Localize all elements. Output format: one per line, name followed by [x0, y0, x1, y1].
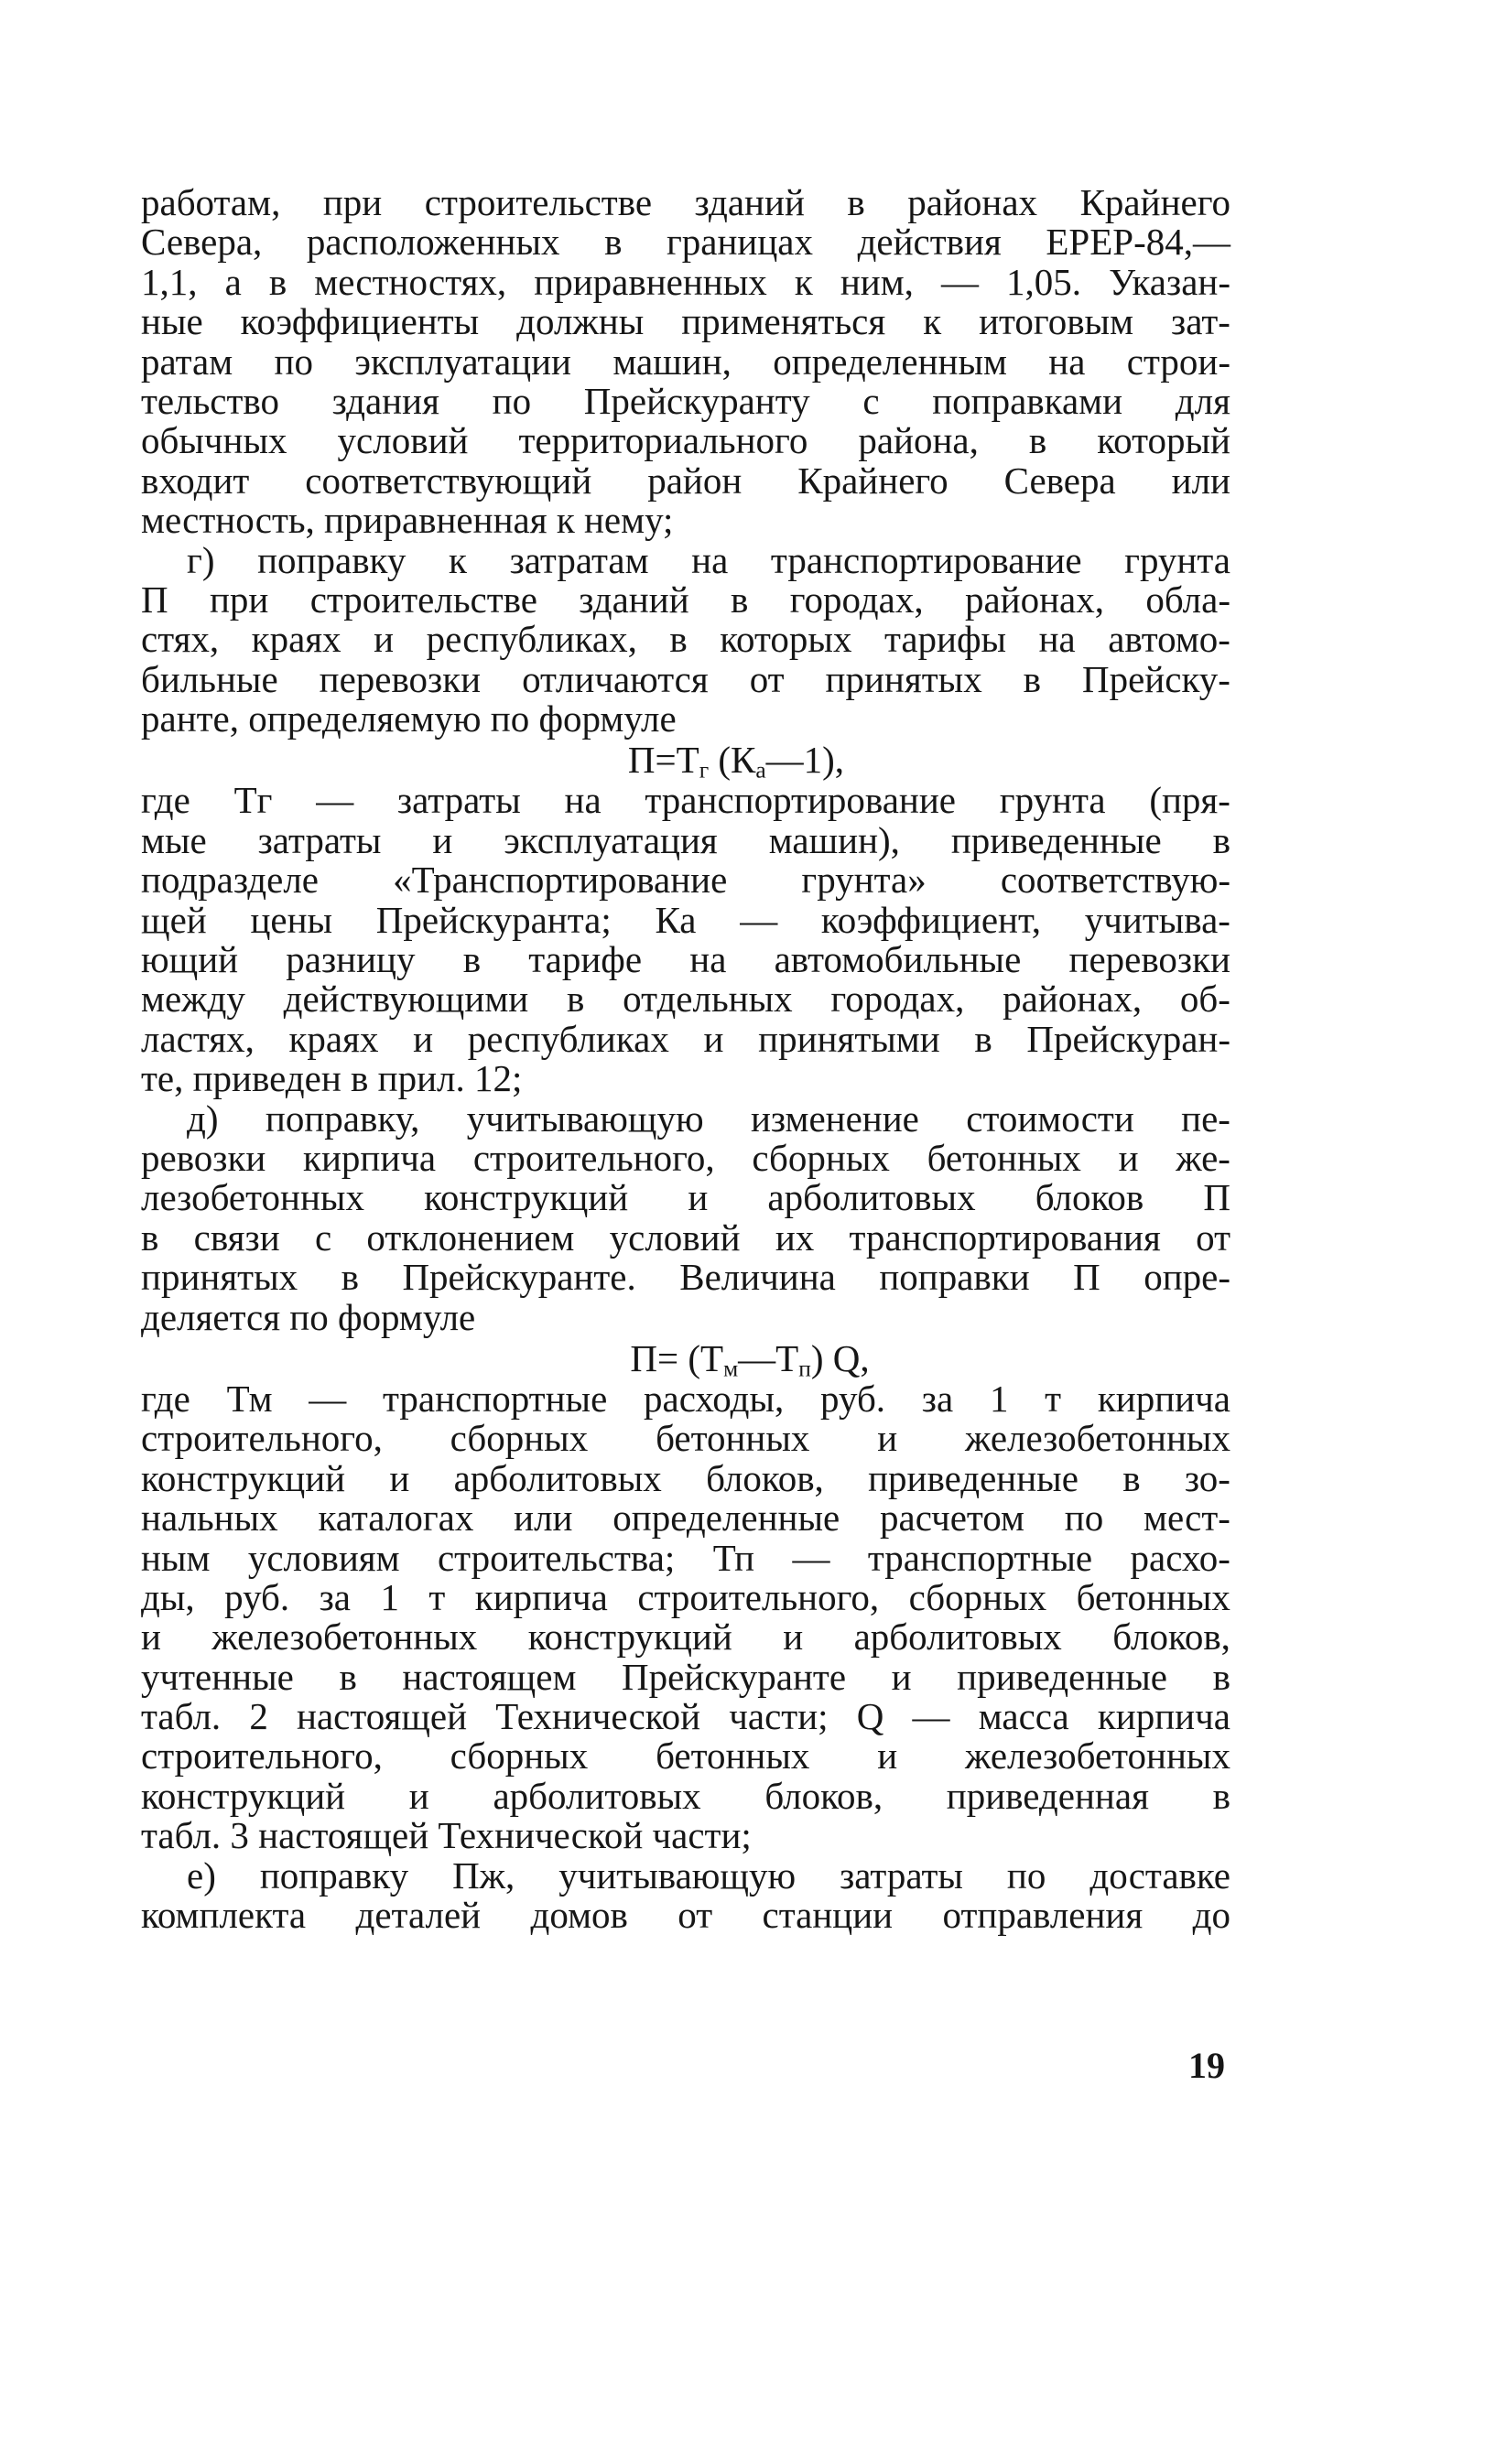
text-line: ные коэффициенты должны применяться к итоговым зат- [141, 300, 1230, 343]
text-line: местность, приравненная к нему; [141, 499, 674, 542]
formula-1-mid: (К [709, 739, 756, 782]
text-line: ратам по эксплуатации машин, определенным на строи- [141, 340, 1230, 383]
text-line: ды, руб. за 1 т кирпича строительного, сборных бетонных [141, 1575, 1230, 1618]
text-line: учтенные в настоящем Прейскуранте и приведенные в [141, 1655, 1230, 1698]
text-line: бильные перевозки отличаются от принятых в Прейску- [141, 657, 1230, 700]
text-line: Севера, расположенных в границах действия ЕРЕР-84,— [141, 221, 1230, 264]
text-line: и железобетонных конструкций и арболитовых блоков, [141, 1616, 1230, 1659]
formula-2-mid: —Т [738, 1336, 799, 1379]
text-line: тельство здания по Прейскуранту с поправками для [141, 379, 1230, 422]
formula-2-sub-p: п [798, 1356, 811, 1382]
text-line: лезобетонных конструкций и арболитовых блоков П [141, 1176, 1230, 1219]
paragraph-block-1 [141, 183, 1230, 739]
text-line: д) поправку, учитывающую изменение стоимости пе- [187, 1097, 1230, 1140]
text-line: ранте, определяемую по формуле [141, 697, 677, 740]
text-line: подразделе «Транспортирование грунта» соответствую- [141, 859, 1230, 902]
text-line: е) поправку Пж, учитывающую затраты по доставке [187, 1853, 1230, 1897]
formula-1-tail: —1), [765, 739, 845, 782]
text-line: в связи с отклонением условий их транспортирования от [141, 1216, 1230, 1259]
text-line: ревозки кирпича строительного, сборных бетонных и же- [141, 1136, 1230, 1179]
text-line: ластях, краях и республиках и принятыми в Прейскуран- [141, 1017, 1230, 1060]
text-line: конструкций и арболитовых блоков, приведенная в [141, 1774, 1230, 1817]
text-line: табл. 3 настоящей Технической части; [141, 1814, 752, 1857]
formula-1-sub-a: а [755, 758, 766, 784]
text-line: конструкций и арболитовых блоков, приведенные в зо- [141, 1456, 1230, 1499]
text-line: принятых в Прейскуранте. Величина поправки П опре- [141, 1256, 1230, 1299]
text-line: строительного, сборных бетонных и железобетонных [141, 1735, 1230, 1778]
text-line: стях, краях и республиках, в которых тарифы на автомо- [141, 618, 1230, 661]
formula-2-tail: ) Q, [810, 1336, 870, 1379]
page-number: 19 [1188, 2045, 1225, 2086]
paragraph-block-2 [141, 781, 1230, 1336]
text-line: 1,1, а в местностях, приравненных к ним, — 1,05. Указан- [141, 260, 1230, 303]
text-line: деляется по формуле [141, 1295, 476, 1338]
text-line: где Тг — затраты на транспортирование грунта (пря- [141, 779, 1230, 822]
text-line: П при строительстве зданий в городах, районах, обла- [141, 578, 1230, 621]
text-line: ным условиям строительства; Тп — транспортные расхо- [141, 1536, 1230, 1579]
text-line: работам, при строительстве зданий в районах Крайнего [141, 181, 1230, 223]
text-line: обычных условий территориального района, в который [141, 419, 1230, 462]
text-line: между действующими в отдельных городах, районах, об- [141, 978, 1230, 1021]
formula-transport-brick [141, 1336, 1230, 1382]
text-line: нальных каталогах или определенные расчетом по мест- [141, 1497, 1230, 1540]
text-line: комплекта деталей домов от станции отправления до [141, 1894, 1230, 1937]
formula-2-main: П= (Т [630, 1336, 724, 1379]
text-line: где Тм — транспортные расходы, руб. за 1 т кирпича [141, 1377, 1230, 1420]
formula-1-sub-g: г [699, 758, 710, 784]
text-line: входит соответствующий район Крайнего Севера или [141, 459, 1230, 502]
formula-transport-soil [141, 739, 1230, 784]
text-line: мые затраты и эксплуатация машин), приведенные в [141, 818, 1230, 861]
text-line: ющий разницу в тарифе на автомобильные перевозки [141, 938, 1230, 981]
formula-2-sub-m: м [723, 1356, 739, 1382]
text-line: щей цены Прейскуранта; Ка — коэффициент, учитыва- [141, 898, 1230, 941]
formula-1-main: П=Т [627, 739, 699, 782]
text-line: табл. 2 настоящей Технической части; Q — масса кирпича [141, 1695, 1230, 1738]
paragraph-block-3 [141, 1379, 1230, 1935]
page-body [141, 183, 1230, 1935]
text-line: те, приведен в прил. 12; [141, 1057, 523, 1100]
text-line: строительного, сборных бетонных и железобетонных [141, 1417, 1230, 1460]
text-line: г) поправку к затратам на транспортирование грунта [187, 538, 1230, 581]
